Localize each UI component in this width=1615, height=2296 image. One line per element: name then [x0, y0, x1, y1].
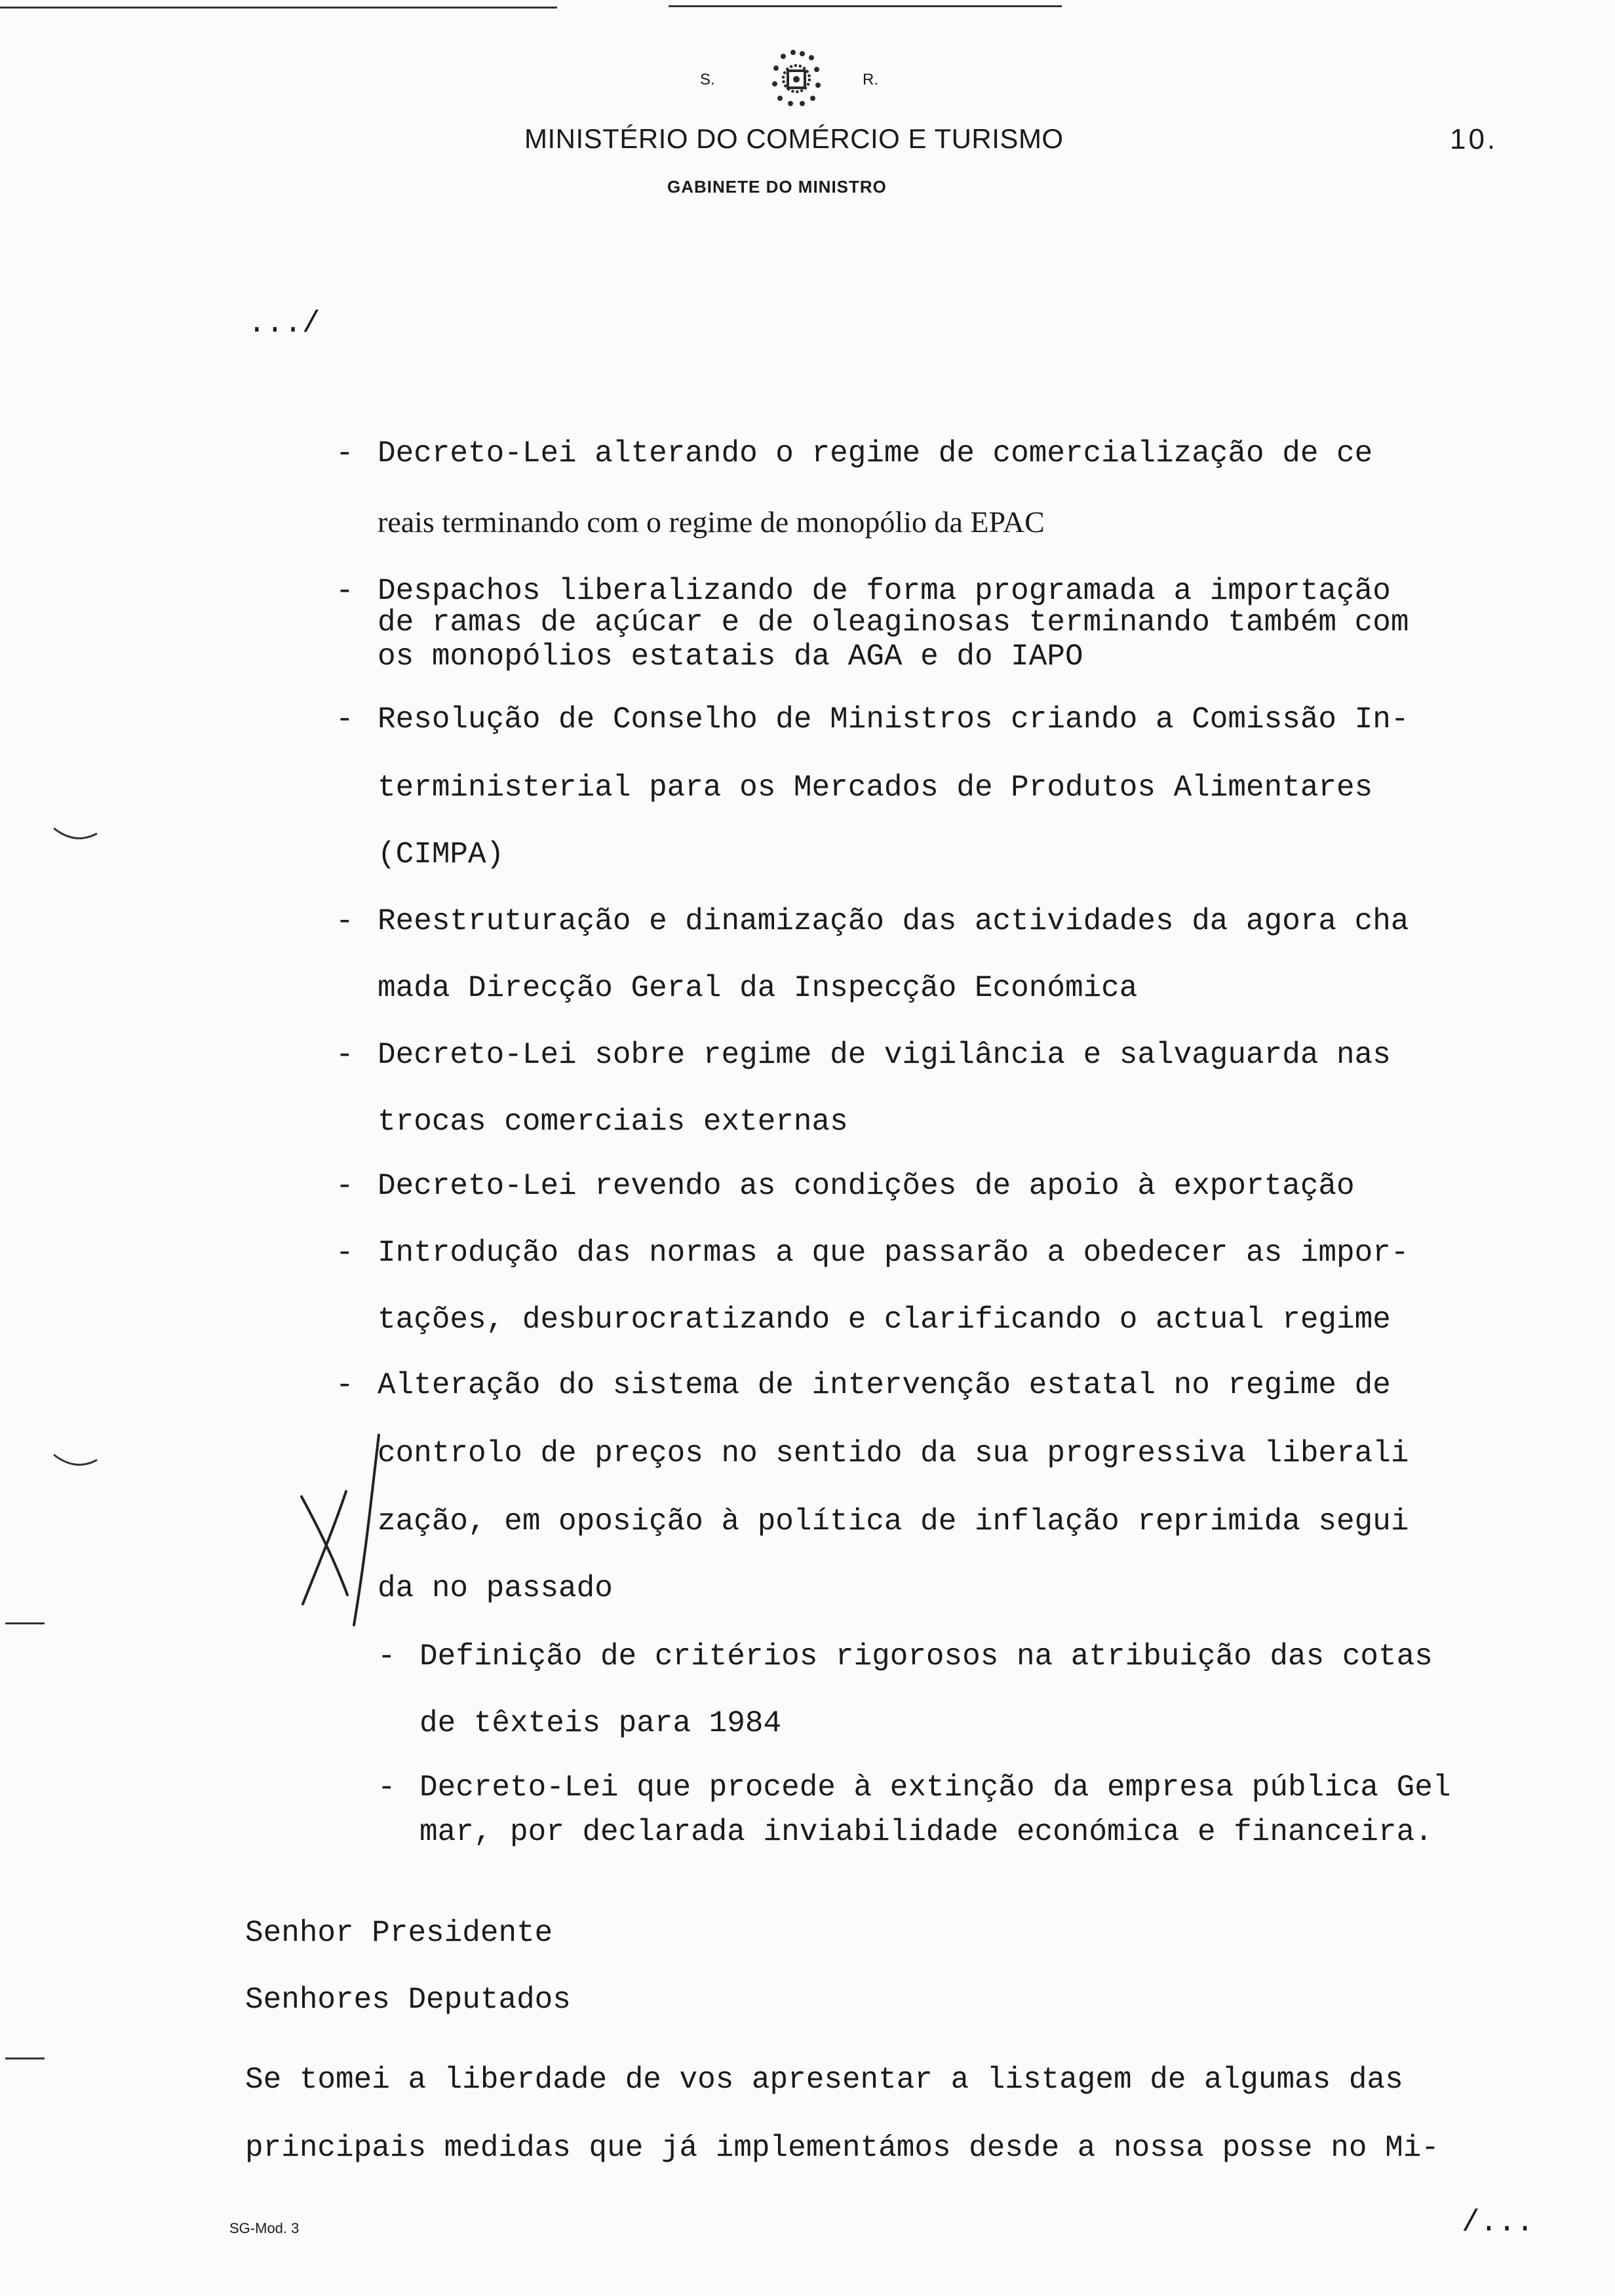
list-dash: - [336, 574, 354, 608]
list-item [336, 1368, 1391, 1402]
list-item-line: Alteração do sistema de intervenção estatal no regime de [378, 1368, 1391, 1402]
list-item-line: Decreto-Lei alterando o regime de comercialização de ce [378, 436, 1373, 470]
list-item-continuation [378, 1571, 613, 1605]
list-item-continuation [378, 1303, 1391, 1337]
paragraph-line: principais medidas que já implementámos desde a nossa posse no Mi- [245, 2131, 1439, 2165]
list-item-line: reais terminando com o regime de monopólio da EPAC [378, 505, 1045, 539]
list-item-line: tações, desburocratizando e clarificando o actual regime [378, 1303, 1391, 1337]
list-item [336, 574, 1391, 608]
list-item-line: da no passado [378, 1571, 613, 1605]
continuation-marker-bottom: /... [1462, 2206, 1534, 2240]
paragraph-line: Se tomei a liberdade de vos apresentar a listagem de algumas das [245, 2063, 1403, 2097]
list-dash: - [336, 702, 354, 737]
list-dash: - [378, 1639, 396, 1674]
list-dash: - [336, 1169, 354, 1203]
list-item-continuation [378, 971, 1137, 1005]
list-item-line: Reestruturação e dinamização das actividades da agora cha [378, 904, 1409, 938]
list-item [336, 1236, 1409, 1270]
list-item-line: Definição de critérios rigorosos na atribuição das cotas [419, 1639, 1433, 1674]
list-item-line: mar, por declarada inviabilidade económica e financeira. [419, 1815, 1433, 1849]
scan-top-rule [669, 5, 1062, 7]
list-item-continuation [378, 1436, 1409, 1470]
salutation-line: Senhores Deputados [245, 1983, 571, 2017]
list-item-line: de ramas de açúcar e de oleaginosas terminando também com [378, 605, 1409, 640]
salutation-line: Senhor Presidente [245, 1916, 553, 1950]
list-item-line: Decreto-Lei sobre regime de vigilância e salvaguarda nas [378, 1038, 1391, 1072]
list-dash: - [336, 904, 354, 938]
list-item [336, 1169, 1355, 1203]
list-item-line: Introdução das normas a que passarão a obedecer as impor- [378, 1236, 1409, 1270]
ministry-title: MINISTÉRIO DO COMÉRCIO E TURISMO [524, 123, 1064, 154]
list-item [336, 436, 1373, 470]
cabinet-subtitle: GABINETE DO MINISTRO [667, 177, 887, 197]
coat-of-arms-seal [747, 45, 846, 110]
handwritten-x-mark [288, 1428, 406, 1632]
page-number: 10. [1450, 123, 1498, 155]
list-item-line: de têxteis para 1984 [419, 1706, 782, 1740]
list-item-line: mada Direcção Geral da Inspecção Económica [378, 971, 1138, 1005]
list-item-continuation [419, 1815, 1433, 1849]
list-item [336, 702, 1409, 737]
list-item-line: os monopólios estatais da AGA e do IAPO [378, 640, 1083, 674]
list-item-continuation [419, 1706, 781, 1740]
list-item-continuation [378, 837, 504, 871]
list-item-continuation [378, 640, 1083, 674]
list-item-line: terministerial para os Mercados de Produtos Alimentares [378, 771, 1373, 805]
list-item [336, 1038, 1391, 1072]
list-item-continuation [378, 1504, 1409, 1539]
list-item-line: zação, em oposição à política de inflação reprimida segui [378, 1504, 1409, 1539]
list-item-continuation [378, 605, 1409, 640]
list-dash: - [336, 436, 354, 470]
list-item [378, 1770, 1451, 1805]
list-dash: - [336, 1038, 354, 1072]
seal-letter-r: R. [863, 71, 878, 88]
list-dash: - [336, 1368, 354, 1402]
list-item-line: (CIMPA) [378, 837, 505, 871]
list-item-continuation [378, 505, 1045, 541]
list-item-line: Decreto-Lei revendo as condições de apoio à exportação [378, 1169, 1355, 1203]
list-item-line: Decreto-Lei que procede à extinção da empresa pública Gel [419, 1770, 1451, 1805]
form-code: SG-Mod. 3 [229, 2220, 300, 2236]
scan-left-rule [5, 2057, 45, 2059]
continuation-marker-top: .../ [248, 307, 321, 341]
list-item [336, 904, 1409, 938]
scan-margin-mark [52, 826, 98, 845]
scan-margin-mark [52, 1452, 98, 1472]
seal-letter-s: S. [700, 71, 715, 88]
scan-top-rule [0, 7, 557, 9]
list-item-line: controlo de preços no sentido da sua progressiva liberali [378, 1436, 1409, 1470]
scan-left-rule [5, 1622, 45, 1624]
list-item [378, 1639, 1433, 1674]
list-item-line: trocas comerciais externas [378, 1105, 848, 1139]
list-dash: - [378, 1770, 396, 1805]
list-item-continuation [378, 771, 1372, 805]
list-dash: - [336, 1236, 354, 1270]
list-item-line: Despachos liberalizando de forma programada a importação [378, 574, 1391, 608]
list-item-continuation [378, 1105, 848, 1139]
list-item-line: Resolução de Conselho de Ministros criando a Comissão In- [378, 702, 1409, 737]
